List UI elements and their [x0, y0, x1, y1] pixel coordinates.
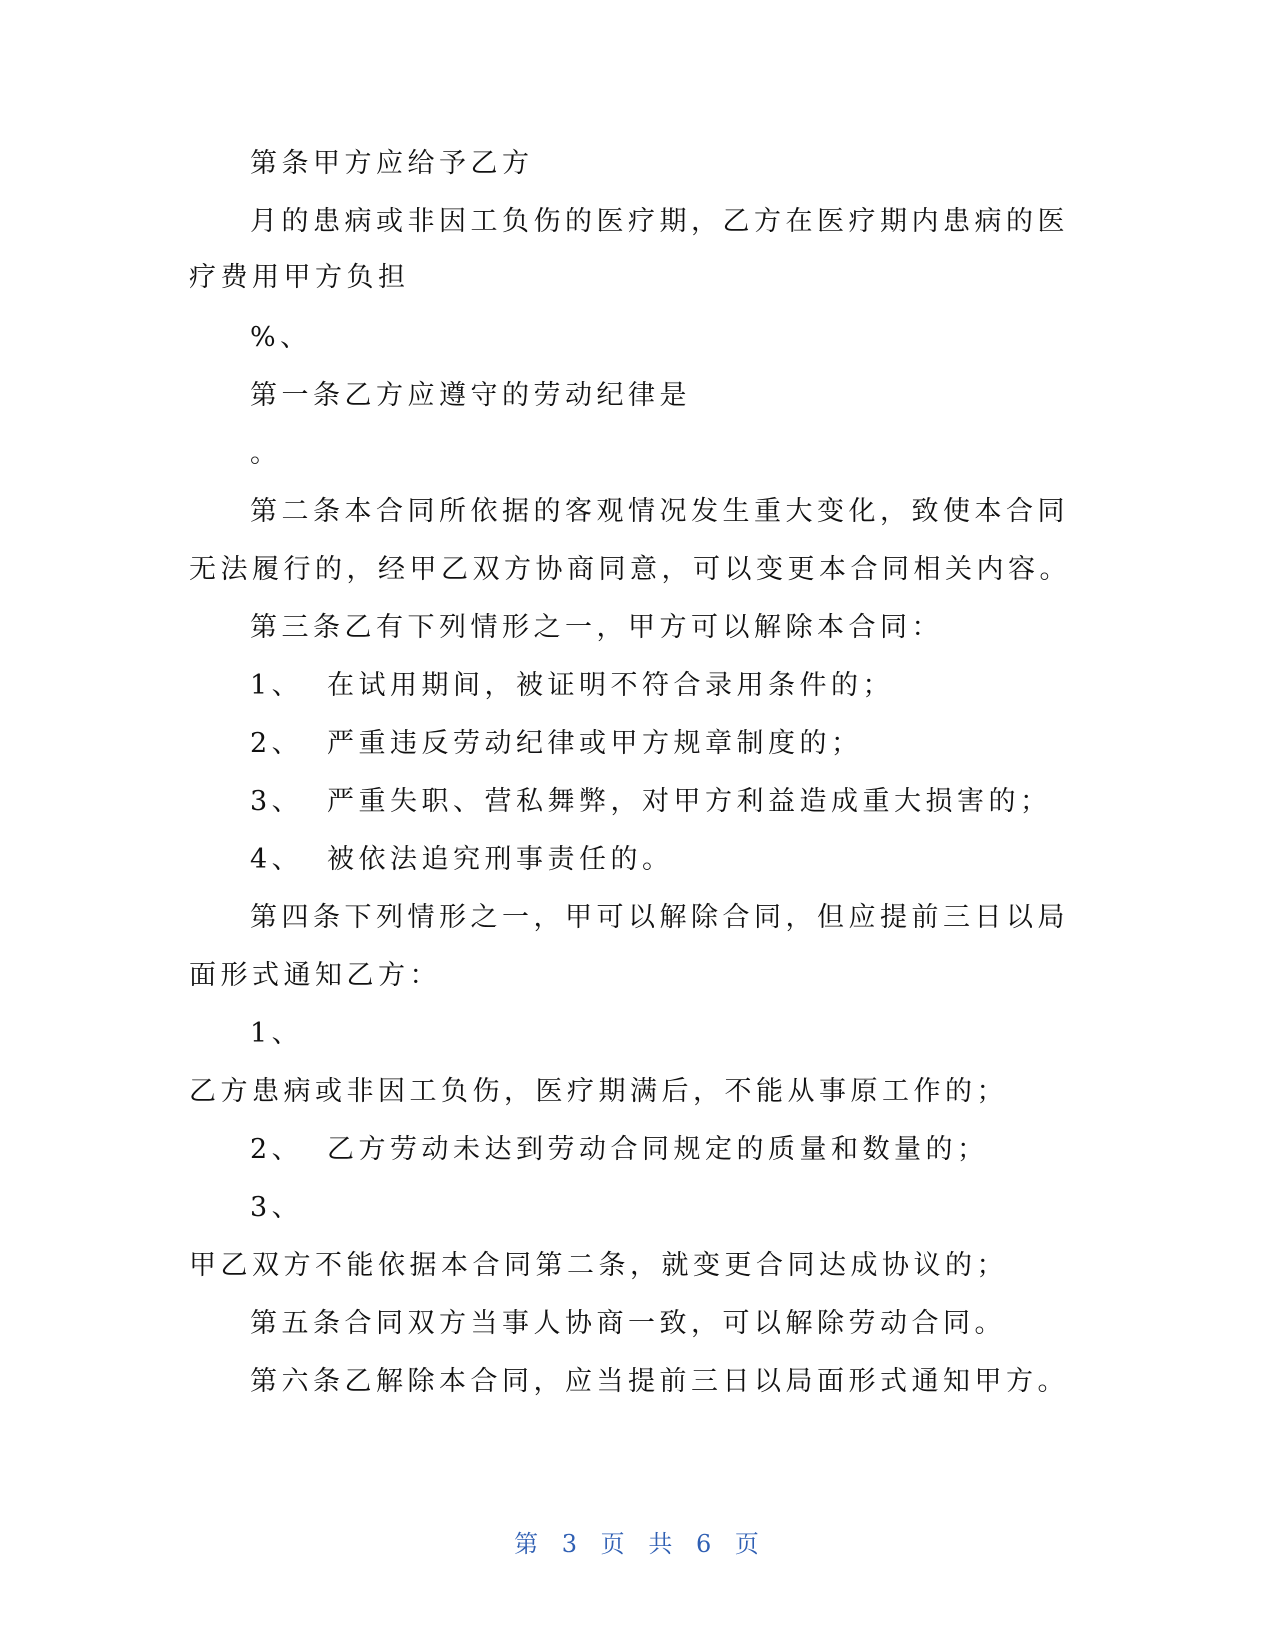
- list-item-number: 2、: [250, 728, 304, 759]
- paragraph-article-5: 第五条合同双方当事人协商一致，可以解除劳动合同。: [250, 1308, 1006, 1339]
- list-item-number: 3、: [250, 1192, 304, 1223]
- footer-current-page: 3: [561, 1530, 580, 1558]
- paragraph-article-4-line2: 面形式通知乙方：: [189, 960, 441, 991]
- list-item-number: 2、: [250, 1134, 304, 1165]
- paragraph-article-2-line1: 第二条本合同所依据的客观情况发生重大变化，致使本合同: [250, 496, 1069, 527]
- list-item-text: 乙方劳动未达到劳动合同规定的质量和数量的；: [327, 1134, 989, 1165]
- list-item-number: 1、: [250, 1018, 304, 1049]
- footer-suffix: 页: [734, 1530, 761, 1558]
- paragraph-article-4-line1: 第四条下列情形之一，甲可以解除合同，但应提前三日以局: [250, 902, 1069, 933]
- list-item-number: 3、: [250, 786, 304, 817]
- list-item-text: 严重失职、营私舞弊，对甲方利益造成重大损害的；: [327, 786, 1052, 817]
- paragraph-article-2-line2: 无法履行的，经甲乙双方协商同意，可以变更本合同相关内容。: [189, 554, 1071, 585]
- list-item-number: 1、: [250, 670, 304, 701]
- list-item-text: 被依法追究刑事责任的。: [327, 844, 674, 875]
- list-item-text: 严重违反劳动纪律或甲方规章制度的；: [327, 728, 863, 759]
- footer-prefix: 第: [514, 1530, 541, 1558]
- footer-middle: 页: [600, 1530, 627, 1558]
- paragraph-period-mark: 。: [250, 438, 282, 469]
- paragraph-percent: %、: [250, 322, 312, 353]
- paragraph-medical-period-line1: 月的患病或非因工负伤的医疗期，乙方在医疗期内患病的医: [250, 206, 1069, 237]
- paragraph-article-1: 第一条乙方应遵守的劳动纪律是: [250, 380, 691, 411]
- list-item-text: 甲乙双方不能依据本合同第二条，就变更合同达成协议的；: [189, 1250, 1008, 1281]
- list-item-number: 4、: [250, 844, 304, 875]
- footer-total-pages: 6: [695, 1530, 714, 1558]
- paragraph-article-medical-intro: 第条甲方应给予乙方: [250, 148, 534, 179]
- paragraph-medical-period-line2: 疗费用甲方负担: [189, 262, 410, 293]
- list-item-text: 在试用期间，被证明不符合录用条件的；: [327, 670, 894, 701]
- page-footer: [0, 1528, 1275, 1560]
- list-item-text: 乙方患病或非因工负伤，医疗期满后，不能从事原工作的；: [189, 1076, 1008, 1107]
- footer-total-prefix: 共: [648, 1530, 675, 1558]
- paragraph-article-3: 第三条乙有下列情形之一，甲方可以解除本合同：: [250, 612, 943, 643]
- paragraph-article-6: 第六条乙解除本合同，应当提前三日以局面形式通知甲方。: [250, 1366, 1069, 1397]
